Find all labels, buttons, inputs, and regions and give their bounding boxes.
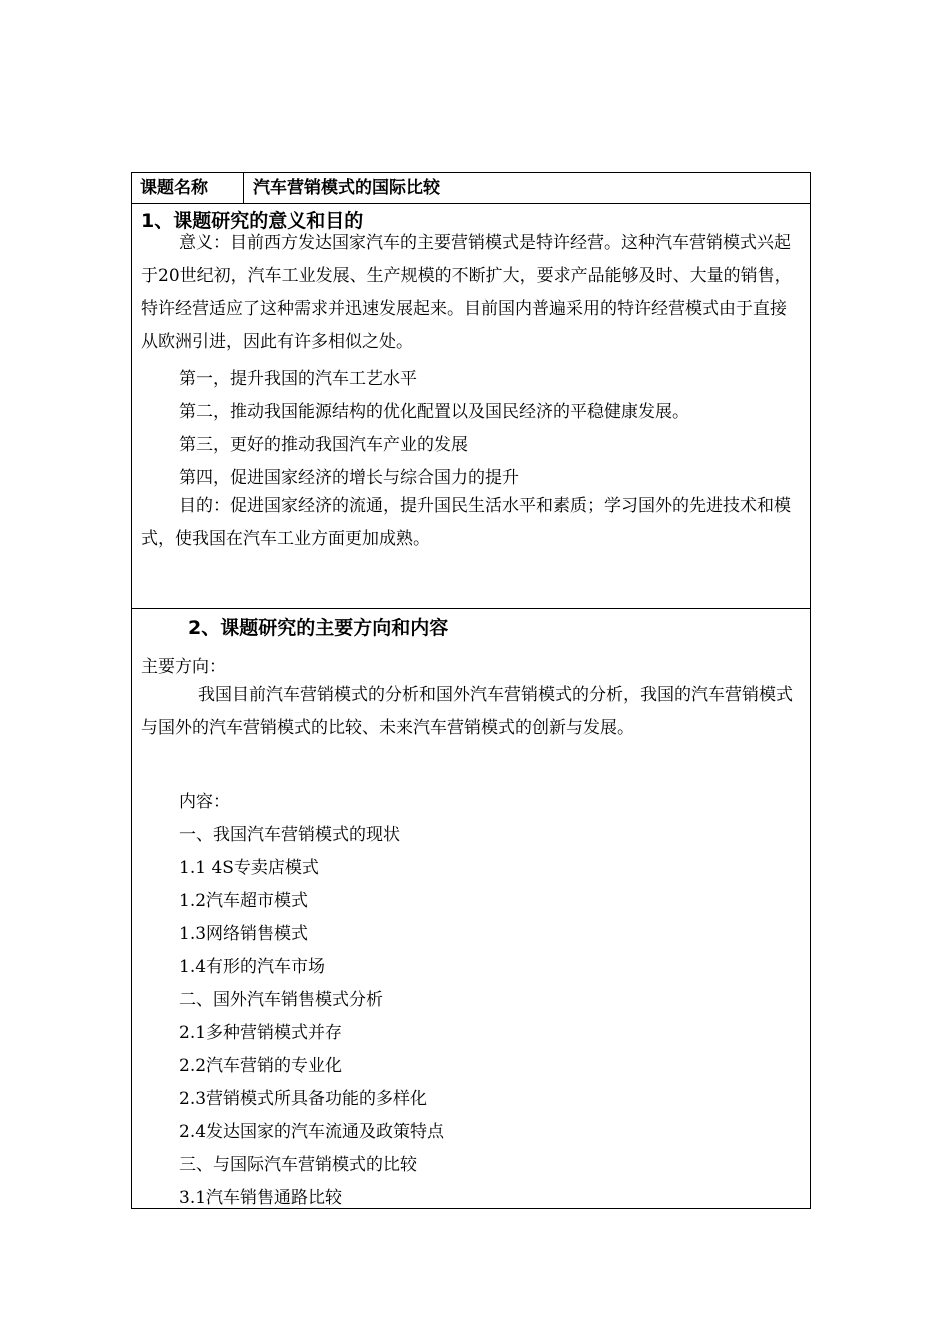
content-item: 三、与国际汽车营销模式的比较 — [179, 1155, 417, 1175]
content-item: 3.1汽车销售通路比较 — [179, 1188, 343, 1208]
content-label: 内容： — [179, 792, 230, 812]
content-item: 2.2汽车营销的专业化 — [179, 1056, 343, 1076]
content-item: 二、国外汽车销售模式分析 — [179, 990, 383, 1010]
content-item: 2.4发达国家的汽车流通及政策特点 — [179, 1122, 445, 1142]
point-3: 第三，更好的推动我国汽车产业的发展 — [179, 435, 468, 455]
title-label: 课题名称 — [132, 173, 244, 203]
content-item: 1.4有形的汽车市场 — [179, 957, 326, 977]
section-significance — [132, 204, 810, 609]
purpose-paragraph: 目的：促进国家经济的流通，提升国民生活水平和素质；学习国外的先进技术和模式，使我国在汽车工业方面更加成熟。 — [141, 496, 791, 549]
meaning-paragraph: 意义：目前西方发达国家汽车的主要营销模式是特许经营。这种汽车营销模式兴起于20世纪初，汽车工业发展、生产规模的不断扩大，要求产品能够及时、大量的销售，特许经营适应了这种需求并迅速发展起来。目前国内普遍采用的特许经营模式由于直接从欧洲引进，因此有许多相似之处。 — [141, 233, 792, 352]
point-1: 第一，提升我国的汽车工艺水平 — [179, 369, 417, 389]
content-item: 2.1多种营销模式并存 — [179, 1023, 343, 1043]
content-item: 1.3网络销售模式 — [179, 924, 309, 944]
content-item: 一、我国汽车营销模式的现状 — [179, 825, 400, 845]
title-value: 汽车营销模式的国际比较 — [253, 178, 440, 198]
direction-label: 主要方向： — [141, 657, 226, 677]
content-item: 1.1 4S专卖店模式 — [179, 858, 319, 878]
section1-heading: 1、课题研究的意义和目的 — [141, 210, 364, 232]
section2-heading: 2、课题研究的主要方向和内容 — [188, 617, 449, 639]
content-item: 2.3营销模式所具备功能的多样化 — [179, 1089, 428, 1109]
proposal-table — [131, 172, 811, 1209]
title-row — [132, 173, 810, 204]
point-4: 第四，促进国家经济的增长与综合国力的提升 — [179, 468, 519, 488]
direction-paragraph: 我国目前汽车营销模式的分析和国外汽车营销模式的分析，我国的汽车营销模式与国外的汽车营销模式的比较、未来汽车营销模式的创新与发展。 — [141, 685, 793, 738]
content-item: 1.2汽车超市模式 — [179, 891, 309, 911]
section-direction-content — [132, 609, 810, 1208]
point-2: 第二，推动我国能源结构的优化配置以及国民经济的平稳健康发展。 — [179, 402, 689, 422]
